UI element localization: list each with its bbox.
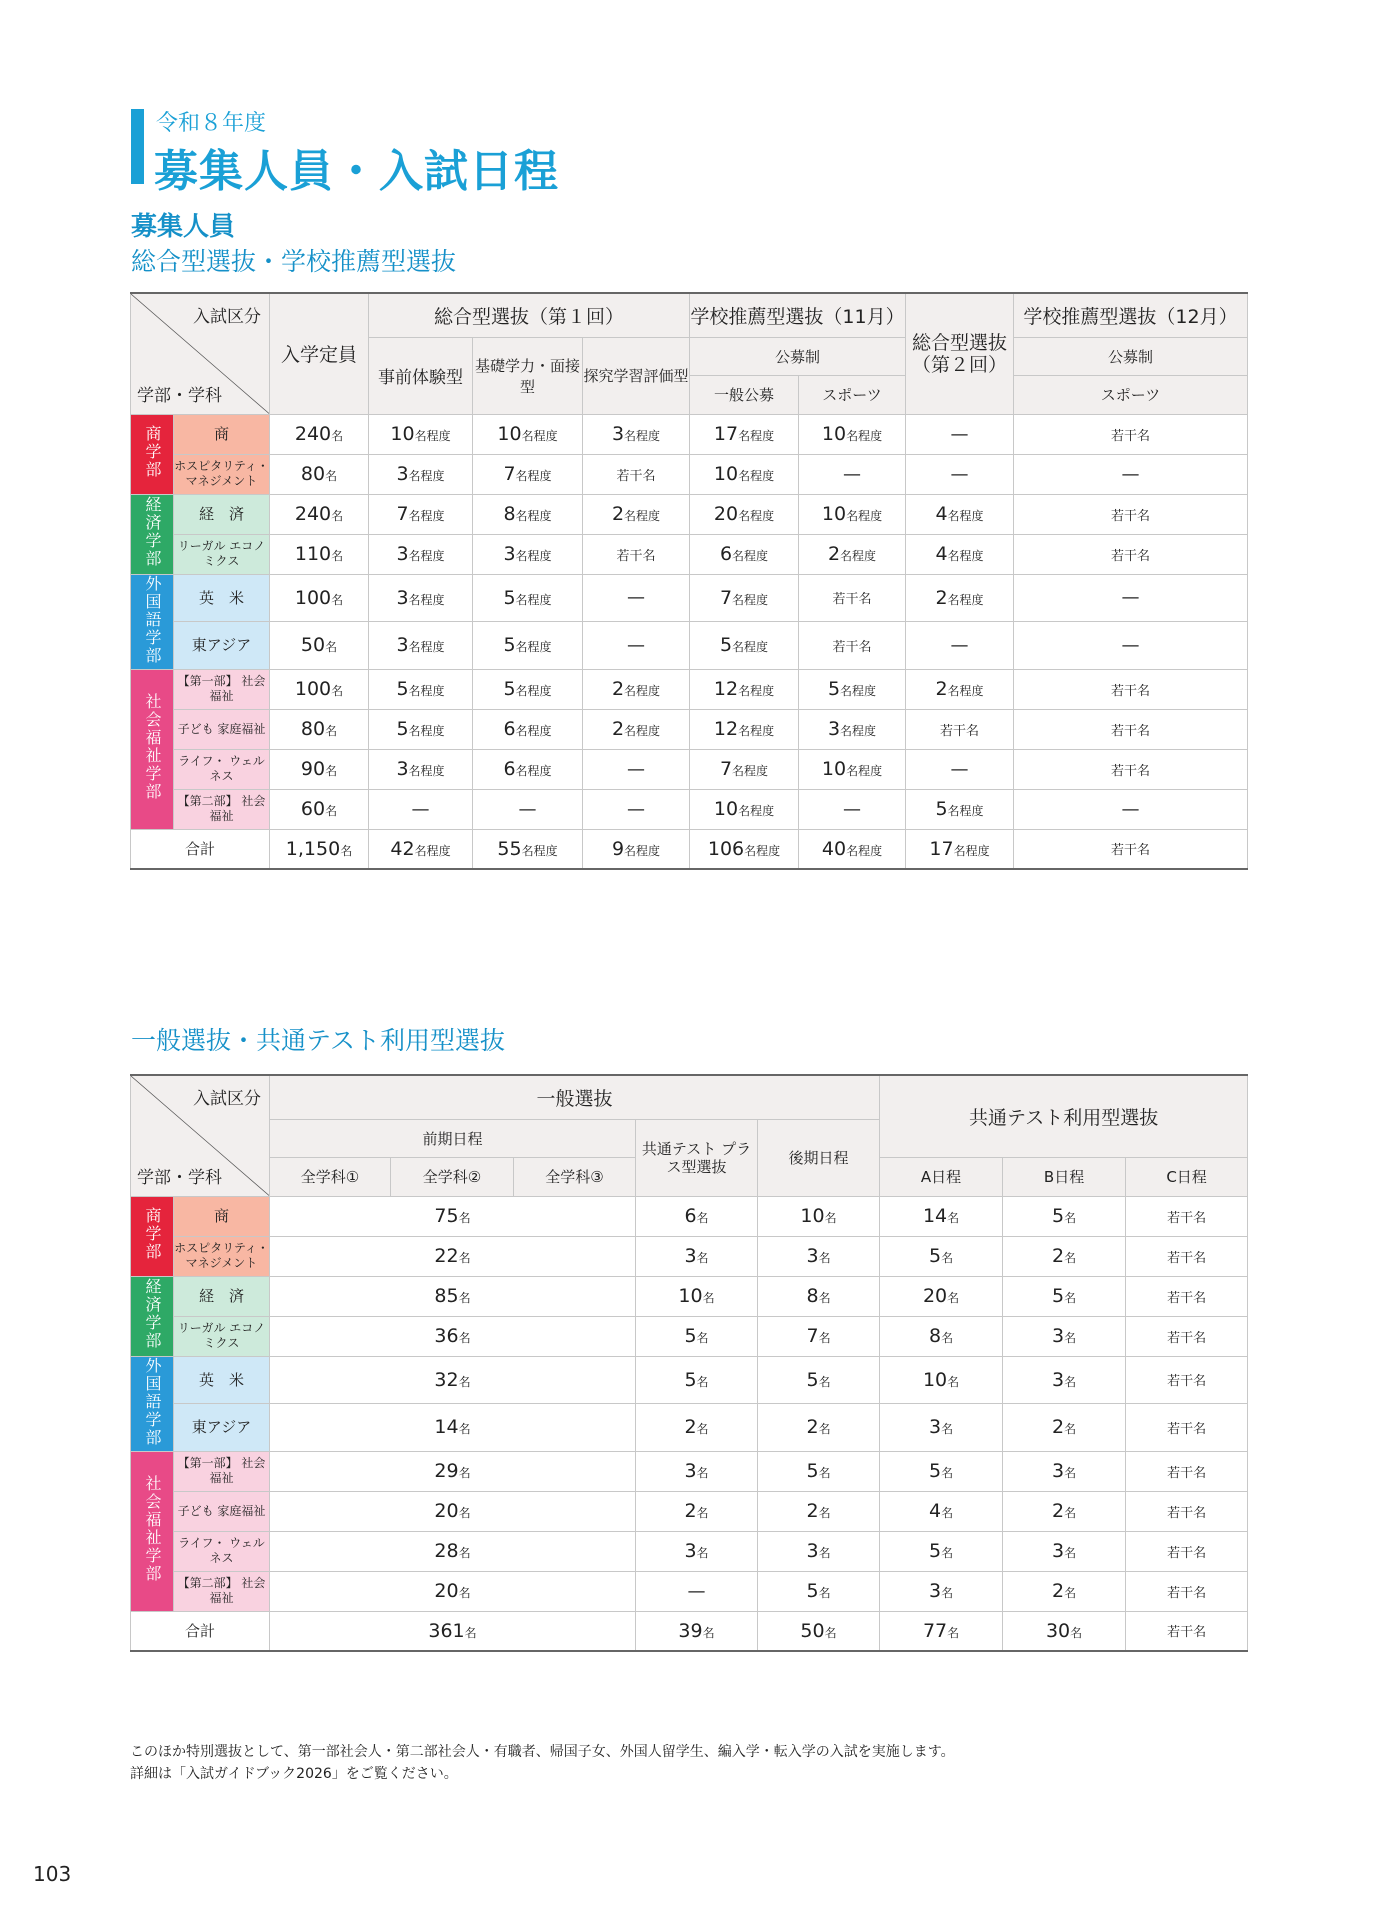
- value-cell: 4名程度: [906, 494, 1014, 534]
- value-cell: 2名: [758, 1491, 880, 1531]
- section-heading: 募集人員: [131, 212, 236, 242]
- value-cell: 39名: [636, 1611, 758, 1651]
- table-row: [131, 749, 1248, 789]
- value-cell: 9名程度: [583, 829, 690, 869]
- value-cell: 1,150名: [270, 829, 369, 869]
- faculty-label: 経済学部: [143, 1278, 162, 1350]
- department-label: 経 済: [174, 494, 270, 534]
- value-cell: 若干名: [1014, 829, 1248, 869]
- value-cell: 60名: [270, 789, 369, 829]
- table-row: [131, 789, 1248, 829]
- header-zengakka-3: 全学科③: [514, 1157, 636, 1196]
- value-cell: 20名程度: [690, 494, 799, 534]
- department-label: 【第一部】 社会福祉: [174, 669, 270, 709]
- table-corner: [131, 1075, 270, 1196]
- department-label: 東アジア: [174, 1404, 270, 1452]
- value-cell: 4名程度: [906, 534, 1014, 574]
- total-row: [131, 829, 1248, 869]
- page-title: 募集人員・入試日程: [154, 146, 559, 197]
- header-kouki: 後期日程: [758, 1119, 880, 1196]
- value-cell: 42名程度: [369, 829, 473, 869]
- value-cell: 若干名: [1126, 1316, 1248, 1356]
- page-number: 103: [33, 1862, 72, 1886]
- value-cell: —: [636, 1571, 758, 1611]
- value-cell: 3名程度: [583, 414, 690, 454]
- department-label: 【第二部】 社会福祉: [174, 1571, 270, 1611]
- value-cell: —: [369, 789, 473, 829]
- value-cell: 若干名: [1126, 1356, 1248, 1404]
- value-cell: 若干名: [1126, 1404, 1248, 1452]
- header-zenki: 前期日程: [270, 1119, 636, 1157]
- value-cell: 106名程度: [690, 829, 799, 869]
- header-plus: 共通テスト プラス型選抜: [636, 1119, 758, 1196]
- value-cell: 若干名: [1126, 1571, 1248, 1611]
- table-row: [131, 1531, 1248, 1571]
- value-cell: 5名程度: [473, 669, 583, 709]
- header-teiin: 入学定員: [270, 293, 369, 414]
- value-cell: —: [1014, 454, 1248, 494]
- value-cell: 2名: [758, 1404, 880, 1452]
- value-cell: —: [583, 789, 690, 829]
- value-cell: 10名: [758, 1196, 880, 1236]
- value-cell: —: [906, 414, 1014, 454]
- value-cell: 240名: [270, 494, 369, 534]
- table-row: [131, 1236, 1248, 1276]
- value-cell: 5名: [1003, 1276, 1126, 1316]
- header-sogo1: 総合型選抜（第１回）: [369, 293, 690, 337]
- value-cell: 若干名: [583, 534, 690, 574]
- value-cell: 50名: [270, 622, 369, 670]
- value-cell: 30名: [1003, 1611, 1126, 1651]
- corner-label-department: 学部・学科: [137, 385, 222, 406]
- value-cell: 7名: [758, 1316, 880, 1356]
- value-cell: 22名: [270, 1236, 636, 1276]
- header-zengakka-1: 全学科①: [270, 1157, 391, 1196]
- value-cell: 2名: [636, 1404, 758, 1452]
- value-cell: —: [583, 749, 690, 789]
- value-cell: 5名: [758, 1451, 880, 1491]
- value-cell: 2名程度: [583, 494, 690, 534]
- value-cell: 3名: [1003, 1451, 1126, 1491]
- value-cell: 6名程度: [690, 534, 799, 574]
- value-cell: 40名程度: [799, 829, 906, 869]
- table-row: [131, 1491, 1248, 1531]
- faculty-shou: [131, 1196, 174, 1276]
- value-cell: 12名程度: [690, 669, 799, 709]
- table-sogo-suisen: [130, 292, 1248, 870]
- corner-label-department: 学部・学科: [137, 1167, 222, 1188]
- value-cell: 12名程度: [690, 709, 799, 749]
- table-row: [131, 414, 1248, 454]
- department-label: ホスピタリティ・マネジメント: [174, 1236, 270, 1276]
- value-cell: 5名: [880, 1451, 1003, 1491]
- value-cell: 3名: [1003, 1356, 1126, 1404]
- value-cell: 若干名: [1014, 494, 1248, 534]
- total-row: [131, 1611, 1248, 1651]
- faculty-shakaifukushi: [131, 669, 174, 829]
- value-cell: —: [583, 622, 690, 670]
- value-cell: —: [799, 454, 906, 494]
- department-label: 商: [174, 414, 270, 454]
- value-cell: 10名: [880, 1356, 1003, 1404]
- value-cell: 4名: [880, 1491, 1003, 1531]
- total-label: 合計: [131, 1611, 270, 1651]
- value-cell: 若干名: [1126, 1196, 1248, 1236]
- value-cell: 2名程度: [583, 709, 690, 749]
- faculty-shou: [131, 414, 174, 494]
- header-ippan-kobo: 一般公募: [690, 375, 799, 414]
- value-cell: 若干名: [583, 454, 690, 494]
- value-cell: 50名: [758, 1611, 880, 1651]
- corner-label-category: 入試区分: [193, 1089, 261, 1109]
- value-cell: 5名: [1003, 1196, 1126, 1236]
- value-cell: 若干名: [1126, 1236, 1248, 1276]
- value-cell: 2名: [1003, 1491, 1126, 1531]
- table-row: [131, 494, 1248, 534]
- value-cell: 10名程度: [799, 749, 906, 789]
- header-sports-11: スポーツ: [799, 375, 906, 414]
- value-cell: 5名程度: [473, 622, 583, 670]
- value-cell: 77名: [880, 1611, 1003, 1651]
- value-cell: 20名: [880, 1276, 1003, 1316]
- value-cell: —: [906, 749, 1014, 789]
- table-corner: [131, 293, 270, 414]
- department-label: ライフ・ ウェルネス: [174, 1531, 270, 1571]
- header-suisen11: 学校推薦型選抜（11月）: [690, 293, 906, 337]
- header-zengakka-2: 全学科②: [391, 1157, 514, 1196]
- value-cell: 3名: [636, 1531, 758, 1571]
- value-cell: 2名: [636, 1491, 758, 1531]
- value-cell: 5名: [880, 1531, 1003, 1571]
- value-cell: 14名: [270, 1404, 636, 1452]
- header-kyotsu: 共通テスト利用型選抜: [880, 1075, 1248, 1157]
- value-cell: 3名程度: [473, 534, 583, 574]
- faculty-label: 外国語学部: [143, 1356, 162, 1447]
- table-row: [131, 622, 1248, 670]
- value-cell: 5名程度: [369, 669, 473, 709]
- header-ippan: 一般選抜: [270, 1075, 880, 1119]
- value-cell: 若干名: [1126, 1276, 1248, 1316]
- faculty-label: 経済学部: [143, 496, 162, 568]
- value-cell: 3名: [1003, 1316, 1126, 1356]
- header-b-nittei: B日程: [1003, 1157, 1126, 1196]
- value-cell: 6名程度: [473, 749, 583, 789]
- value-cell: 3名: [636, 1451, 758, 1491]
- department-label: 商: [174, 1196, 270, 1236]
- value-cell: 5名: [636, 1316, 758, 1356]
- value-cell: 14名: [880, 1196, 1003, 1236]
- value-cell: 2名: [1003, 1404, 1126, 1452]
- department-label: 英 米: [174, 574, 270, 622]
- value-cell: 3名程度: [369, 534, 473, 574]
- value-cell: 10名: [636, 1276, 758, 1316]
- value-cell: 90名: [270, 749, 369, 789]
- value-cell: 10名程度: [473, 414, 583, 454]
- value-cell: 110名: [270, 534, 369, 574]
- header-kiso: 基礎学力・面接型: [473, 337, 583, 414]
- header-c-nittei: C日程: [1126, 1157, 1248, 1196]
- value-cell: 17名程度: [906, 829, 1014, 869]
- department-label: ライフ・ ウェルネス: [174, 749, 270, 789]
- value-cell: 3名程度: [369, 622, 473, 670]
- value-cell: 若干名: [1014, 709, 1248, 749]
- department-label: 【第一部】 社会福祉: [174, 1451, 270, 1491]
- value-cell: 80名: [270, 454, 369, 494]
- value-cell: 36名: [270, 1316, 636, 1356]
- value-cell: 8名: [758, 1276, 880, 1316]
- header-kobo-11: 公募制: [690, 337, 906, 375]
- faculty-label: 商学部: [143, 1207, 162, 1261]
- value-cell: 若干名: [799, 574, 906, 622]
- value-cell: 若干名: [1126, 1531, 1248, 1571]
- table-row: [131, 1404, 1248, 1452]
- value-cell: 80名: [270, 709, 369, 749]
- faculty-shakaifukushi: [131, 1451, 174, 1611]
- value-cell: 若干名: [1126, 1451, 1248, 1491]
- value-cell: 5名程度: [906, 789, 1014, 829]
- value-cell: 5名: [758, 1571, 880, 1611]
- value-cell: 100名: [270, 669, 369, 709]
- value-cell: 若干名: [906, 709, 1014, 749]
- table-row: [131, 1571, 1248, 1611]
- value-cell: —: [1014, 789, 1248, 829]
- table-row: [131, 1316, 1248, 1356]
- value-cell: —: [799, 789, 906, 829]
- value-cell: 5名程度: [690, 622, 799, 670]
- corner-label-category: 入試区分: [193, 307, 261, 327]
- subheading-sogo: 総合型選抜・学校推薦型選抜: [131, 247, 457, 276]
- faculty-keizai: [131, 494, 174, 574]
- header-a-nittei: A日程: [880, 1157, 1003, 1196]
- value-cell: 10名程度: [369, 414, 473, 454]
- title-accent-bar: [131, 109, 144, 184]
- value-cell: 28名: [270, 1531, 636, 1571]
- faculty-label: 社会福祉学部: [143, 693, 162, 801]
- value-cell: 5名: [636, 1356, 758, 1404]
- faculty-label: 社会福祉学部: [143, 1475, 162, 1583]
- department-label: 子ども 家庭福祉: [174, 709, 270, 749]
- value-cell: 若干名: [1126, 1491, 1248, 1531]
- value-cell: 100名: [270, 574, 369, 622]
- faculty-gaikokugo: [131, 574, 174, 669]
- header-suisen12: 学校推薦型選抜（12月）: [1014, 293, 1248, 337]
- table-ippan-kyotsu: [130, 1074, 1248, 1652]
- value-cell: 5名程度: [369, 709, 473, 749]
- table-row: [131, 1356, 1248, 1404]
- value-cell: 75名: [270, 1196, 636, 1236]
- value-cell: 若干名: [799, 622, 906, 670]
- value-cell: 2名程度: [906, 574, 1014, 622]
- faculty-gaikokugo: [131, 1356, 174, 1451]
- value-cell: 2名程度: [799, 534, 906, 574]
- table-row: [131, 709, 1248, 749]
- value-cell: 10名程度: [690, 454, 799, 494]
- value-cell: 2名程度: [906, 669, 1014, 709]
- table-row: [131, 1196, 1248, 1236]
- table2-body: [131, 1196, 1248, 1651]
- value-cell: 若干名: [1014, 749, 1248, 789]
- value-cell: 3名程度: [369, 454, 473, 494]
- value-cell: —: [1014, 574, 1248, 622]
- department-label: ホスピタリティ・マネジメント: [174, 454, 270, 494]
- value-cell: 6名程度: [473, 709, 583, 749]
- value-cell: 17名程度: [690, 414, 799, 454]
- value-cell: 3名: [758, 1236, 880, 1276]
- table-row: [131, 574, 1248, 622]
- header-jizen: 事前体験型: [369, 337, 473, 414]
- department-label: 経 済: [174, 1276, 270, 1316]
- value-cell: 10名程度: [690, 789, 799, 829]
- value-cell: 若干名: [1014, 534, 1248, 574]
- value-cell: 32名: [270, 1356, 636, 1404]
- value-cell: 55名程度: [473, 829, 583, 869]
- value-cell: 85名: [270, 1276, 636, 1316]
- total-label: 合計: [131, 829, 270, 869]
- value-cell: —: [583, 574, 690, 622]
- header-sogo2: 総合型選抜（第２回）: [906, 293, 1014, 414]
- value-cell: 8名: [880, 1316, 1003, 1356]
- value-cell: 3名: [636, 1236, 758, 1276]
- value-cell: 240名: [270, 414, 369, 454]
- value-cell: 361名: [270, 1611, 636, 1651]
- header-kobo-12: 公募制: [1014, 337, 1248, 375]
- value-cell: —: [906, 622, 1014, 670]
- faculty-label: 商学部: [143, 425, 162, 479]
- department-label: 【第二部】 社会福祉: [174, 789, 270, 829]
- value-cell: —: [906, 454, 1014, 494]
- value-cell: 20名: [270, 1571, 636, 1611]
- value-cell: 2名: [1003, 1571, 1126, 1611]
- header-sports-12: スポーツ: [1014, 375, 1248, 414]
- value-cell: 29名: [270, 1451, 636, 1491]
- value-cell: 3名程度: [369, 574, 473, 622]
- value-cell: 若干名: [1014, 669, 1248, 709]
- value-cell: 10名程度: [799, 494, 906, 534]
- department-label: 英 米: [174, 1356, 270, 1404]
- department-label: 東アジア: [174, 622, 270, 670]
- department-label: 子ども 家庭福祉: [174, 1491, 270, 1531]
- value-cell: 6名: [636, 1196, 758, 1236]
- table-row: [131, 1276, 1248, 1316]
- note-line-2: 詳細は「入試ガイドブック2026」をご覧ください。: [130, 1766, 458, 1782]
- table1-body: [131, 414, 1248, 869]
- table-row: [131, 534, 1248, 574]
- value-cell: —: [1014, 622, 1248, 670]
- subheading-ippan: 一般選抜・共通テスト利用型選抜: [131, 1026, 506, 1055]
- value-cell: 20名: [270, 1491, 636, 1531]
- header-tankyu: 探究学習評価型: [583, 337, 690, 414]
- note-line-1: このほか特別選抜として、第一部社会人・第二部社会人・有職者、帰国子女、外国人留学生、編入学・転入学の入試を実施します。: [130, 1744, 955, 1760]
- value-cell: 3名: [880, 1404, 1003, 1452]
- faculty-label: 外国語学部: [143, 574, 162, 665]
- value-cell: 7名程度: [473, 454, 583, 494]
- value-cell: 10名程度: [799, 414, 906, 454]
- value-cell: 8名程度: [473, 494, 583, 534]
- value-cell: 3名: [758, 1531, 880, 1571]
- value-cell: 7名程度: [690, 574, 799, 622]
- value-cell: 若干名: [1014, 414, 1248, 454]
- value-cell: 7名程度: [369, 494, 473, 534]
- table-row: [131, 454, 1248, 494]
- value-cell: 2名: [1003, 1236, 1126, 1276]
- value-cell: 3名程度: [799, 709, 906, 749]
- department-label: リーガル エコノミクス: [174, 1316, 270, 1356]
- value-cell: 5名程度: [799, 669, 906, 709]
- table-row: [131, 1451, 1248, 1491]
- value-cell: 2名程度: [583, 669, 690, 709]
- value-cell: 3名: [1003, 1531, 1126, 1571]
- faculty-keizai: [131, 1276, 174, 1356]
- value-cell: 3名: [880, 1571, 1003, 1611]
- value-cell: 3名程度: [369, 749, 473, 789]
- value-cell: 5名程度: [473, 574, 583, 622]
- value-cell: 5名: [758, 1356, 880, 1404]
- value-cell: 7名程度: [690, 749, 799, 789]
- value-cell: 5名: [880, 1236, 1003, 1276]
- value-cell: —: [473, 789, 583, 829]
- value-cell: 若干名: [1126, 1611, 1248, 1651]
- year-label: 令和８年度: [156, 111, 267, 136]
- table-row: [131, 669, 1248, 709]
- department-label: リーガル エコノミクス: [174, 534, 270, 574]
